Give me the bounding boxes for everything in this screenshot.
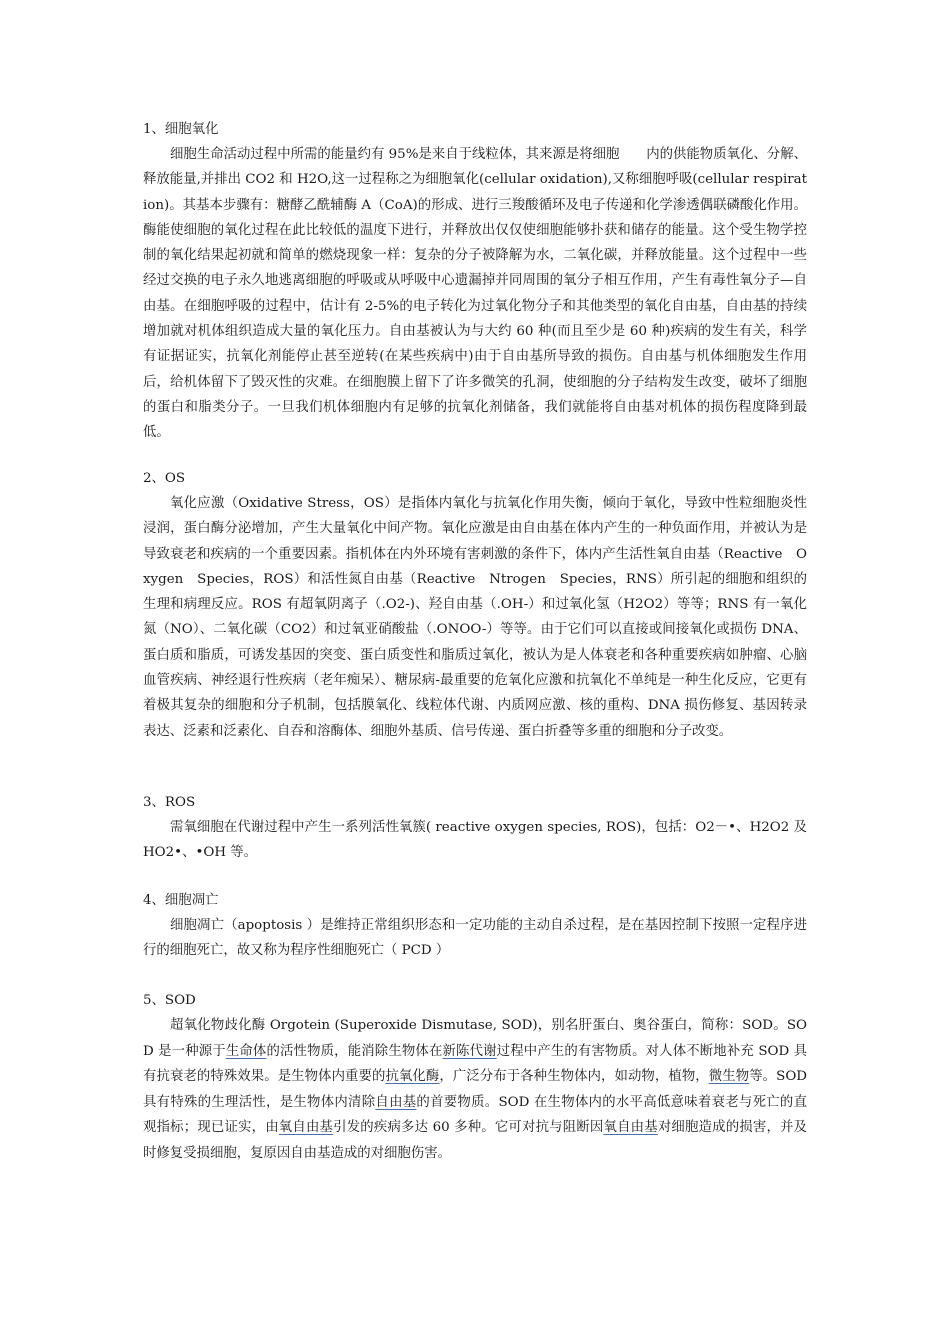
- section-apoptosis: [143, 888, 807, 964]
- section-heading: 2、OS: [143, 471, 186, 486]
- link-oxygen-free-radical[interactable]: 氧自由基: [603, 1120, 658, 1136]
- text-run: 的首要物质。SOD 在生物体内的水平高低意味着衰老与死亡的直观指标；现已证实，由: [143, 1094, 807, 1136]
- section-sod: [143, 988, 807, 1167]
- link-life-body[interactable]: 生命体: [225, 1043, 267, 1059]
- link-free-radical[interactable]: 自由基: [375, 1094, 417, 1110]
- section-heading: 4、细胞凋亡: [143, 893, 219, 908]
- section-paragraph: 氧化应激（Oxidative Stress，OS）是指体内氧化与抗氧化作用失衡，倾向于氧化，导致中性粒细胞炎性浸润，蛋白酶分泌增加，产生大量氧化中间产物。氧化应激是由自由基在体内产生的一种负面作用，并被认为是导致衰老和疾病的一个重要因素。指机体在内外环境有害刺激的条件下，体内产生活性氧自由基（Reactive Oxygen Species，ROS）和活性氮自由基（Reactive Ntrogen Species，RNS）所引起的细胞和组织的生理和病理反应。ROS 有超氧阴离子（.O2-)、羟自由基（.OH-）和过氧化氢（H2O2）等等；RNS 有一氧化氮（NO）、二氧化碳（CO2）和过氧亚硝酸盐（.ONOO-）等等。由于它们可以直接或间接氧化或损伤 DNA、蛋白质和脂质，可诱发基因的突变、蛋白质变性和脂质过氧化，被认为是人体衰老和各种重要疾病如肿瘤、心脑血管疾病、神经退行性疾病（老年痴呆）、糖尿病-最重要的危氧化应激和抗氧化不单纯是一种生化反应，它更有着极其复杂的细胞和分子机制，包括膜氧化、线粒体代谢、内质网应激、核的重构、DNA 损伤修复、基因转录表达、泛素和泛素化、自吞和溶酶体、细胞外基质、信号传递、蛋白折叠等多重的细胞和分子改变。: [143, 496, 807, 739]
- link-metabolism[interactable]: 新陈代谢: [442, 1043, 497, 1059]
- text-run: 超氧化物歧化酶 Orgotein (Superoxide Dismutase, SOD)，别名肝蛋白、奥谷蛋白，简称：SOD。SOD 是一种源于: [143, 1018, 807, 1059]
- text-run: ，广泛分布于各种生物体内，如动物，植物，: [439, 1069, 709, 1085]
- section-paragraph: 需氧细胞在代谢过程中产生一系列活性氧簇( reactive oxygen species, ROS)，包括：O2－•、H2O2 及 HO2•、•OH 等。: [143, 820, 807, 861]
- text-run: 的活性物质，能消除生物体在: [266, 1043, 443, 1059]
- section-heading: 1、细胞氧化: [143, 122, 219, 137]
- section-paragraph: [143, 1013, 807, 1167]
- section-heading: 5、SOD: [143, 993, 196, 1008]
- section-heading: 3、ROS: [143, 795, 196, 810]
- link-oxygen-free-radical[interactable]: 氧自由基: [278, 1120, 334, 1136]
- section-cell-oxidation: [143, 117, 807, 446]
- link-antioxidant-enzyme[interactable]: 抗氧化酶: [385, 1069, 440, 1085]
- text-run: 过程中产生的有害物质。对人体不断地补充 SOD 具有抗衰老的特殊效果。是生物体内重要的: [143, 1043, 808, 1085]
- section-paragraph: 细胞生命活动过程中所需的能量约有 95%是来自于线粒体，其来源是将细胞 内的供能物质氧化、分解、释放能量,并排出 CO2 和 H2O,这一过程称之为细胞氧化(cellular oxidation),又称细胞呼吸(cellular respiration)。其基本步骤有：糖酵乙酰辅酶 A（CoA)的形成、进行三羧酸循环及电子传递和化学渗透偶联磷酸化作用。酶能使细胞的氧化过程在此比较低的温度下进行，并释放出仅仅使细胞能够扑获和储存的能量。这个受生物学控制的氧化结果起初就和简单的燃烧现象一样：复杂的分子被降解为水，二氧化碳，并释放能量。这个过程中一些经过交换的电子永久地逃离细胞的呼吸或从呼吸中心遗漏掉并同周围的氧分子相互作用，产生有毒性氧分子—自由基。在细胞呼吸的过程中，估计有 2-5%的电子转化为过氧化物分子和其他类型的氧化自由基，自由基的持续增加就对机体组织造成大量的氧化压力。自由基被认为与大约 60 种(而且至少是 60 种)疾病的发生有关，科学有证据证实，抗氧化剂能停止甚至逆转(在某些疾病中)由于自由基所导致的损伤。自由基与机体细胞发生作用后，给机体留下了毁灭性的灾难。在细胞膜上留下了许多微笑的孔洞，使细胞的分子结构发生改变，破坏了细胞的蛋白和脂类分子。一旦我们机体细胞内有足够的抗氧化剂储备，我们就能将自由基对机体的损伤程度降到最低。: [143, 147, 807, 441]
- section-oxidative-stress: [143, 466, 807, 744]
- section-paragraph: 细胞凋亡（apoptosis ）是维持正常组织形态和一定功能的主动自杀过程，是在基因控制下按照一定程序进行的细胞死亡，故又称为程序性细胞死亡（ PCD ）: [143, 918, 807, 959]
- text-run: 等。SOD 具有特殊的生理活性，是生物体内清除: [143, 1069, 808, 1110]
- text-run: 对细胞造成的损害，并及时修复受损细胞，复原因自由基造成的对细胞伤害。: [143, 1120, 808, 1161]
- link-microorganism[interactable]: 微生物: [708, 1069, 750, 1085]
- text-run: 引发的疾病多达 60 多种。它可对抗与阻断因: [333, 1120, 604, 1136]
- section-ros: [143, 790, 807, 866]
